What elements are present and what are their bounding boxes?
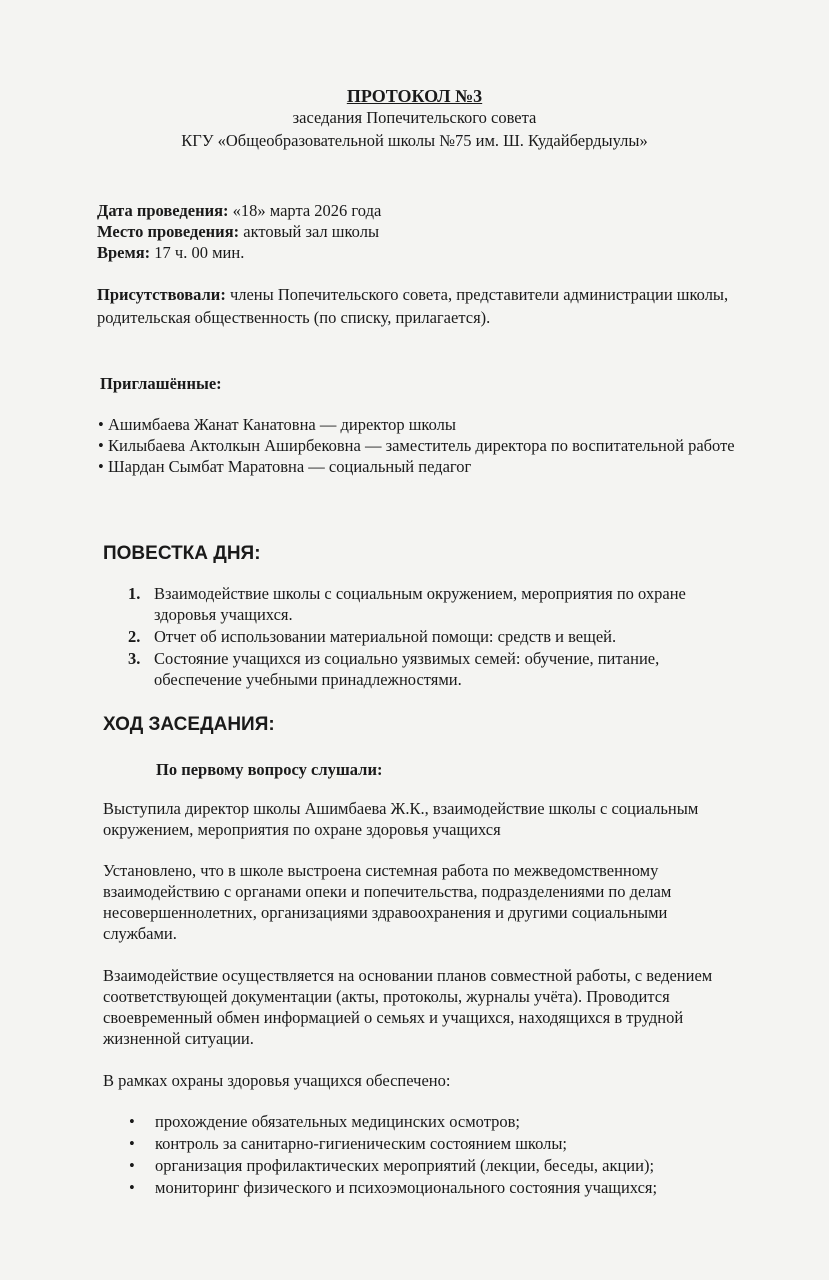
- first-question-heading: По первому вопросу слушали:: [156, 760, 383, 779]
- paragraph-line: взаимодействию с органами опеки и попечительства, подразделениями по делам: [103, 882, 672, 901]
- paragraph-line: несовершеннолетних, организациями здравоохранения и другими социальными: [103, 903, 668, 922]
- protocol-title: ПРОТОКОЛ №3: [346, 86, 483, 106]
- bullet-icon: •: [98, 415, 104, 434]
- agenda-item-continuation: обеспечение учебными принадлежностями.: [154, 670, 462, 689]
- bullet-icon: •: [98, 457, 104, 476]
- paragraph-line: В рамках охраны здоровья учащихся обеспечено:: [103, 1071, 451, 1090]
- bullet-icon: •: [98, 436, 104, 455]
- health-list-item: • мониторинг физического и психоэмоционального состояния учащихся;: [123, 1177, 657, 1198]
- invited-item: • Шардан Сымбат Маратовна — социальный педагог: [98, 457, 472, 476]
- paragraph-line: своевременный обмен информацией о семьях и учащихся, находящихся в трудной: [103, 1008, 684, 1027]
- present-line-1: [97, 284, 728, 305]
- place-value: актовый зал школы: [239, 222, 380, 241]
- date-line: [97, 200, 381, 221]
- present-line-2: родительская общественность (по списку, прилагается).: [97, 308, 491, 327]
- paragraph-line: Выступила директор школы Ашимбаева Ж.К., взаимодействие школы с социальным: [103, 799, 699, 818]
- bullet-icon: •: [129, 1156, 135, 1175]
- date-label: Дата проведения:: [97, 201, 229, 220]
- health-list-item: • контроль за санитарно-гигиеническим состоянием школы;: [123, 1133, 567, 1154]
- paragraph-line: жизненной ситуации.: [103, 1029, 254, 1048]
- time-value: 17 ч. 00 мин.: [150, 243, 245, 262]
- agenda-item: 3. Состояние учащихся из социально уязвимых семей: обучение, питание,: [128, 649, 660, 668]
- bullet-icon: •: [129, 1134, 135, 1153]
- present-text: члены Попечительского совета, представители администрации школы,: [225, 285, 729, 304]
- invited-label: Приглашённые:: [100, 374, 222, 393]
- paragraph-line: Установлено, что в школе выстроена системная работа по межведомственному: [103, 861, 659, 880]
- paragraph-line: окружением, мероприятия по охране здоровья учащихся: [103, 820, 501, 839]
- place-line: [97, 221, 379, 242]
- time-line: [97, 242, 244, 263]
- paragraph-line: соответствующей документации (акты, протоколы, журналы учёта). Проводится: [103, 987, 670, 1006]
- invited-item: • Килыбаева Актолкын Аширбековна — заместитель директора по воспитательной работе: [98, 436, 735, 455]
- health-list-item: • прохождение обязательных медицинских осмотров;: [123, 1111, 520, 1132]
- present-label: Присутствовали:: [97, 285, 226, 304]
- subtitle-line-2: КГУ «Общеобразовательной школы №75 им. Ш. Кудайбердыулы»: [181, 131, 648, 150]
- paragraph-line: Взаимодействие осуществляется на основании планов совместной работы, с ведением: [103, 966, 713, 985]
- date-value: «18» марта 2026 года: [228, 201, 382, 220]
- paragraph-line: службами.: [103, 924, 177, 943]
- time-label: Время:: [97, 243, 151, 262]
- subtitle-line-1: заседания Попечительского совета: [292, 108, 537, 127]
- agenda-item: 1. Взаимодействие школы с социальным окружением, мероприятия по охране: [128, 584, 686, 603]
- agenda-item-continuation: здоровья учащихся.: [154, 605, 293, 624]
- bullet-icon: •: [129, 1178, 135, 1197]
- proceedings-heading: ХОД ЗАСЕДАНИЯ:: [103, 714, 275, 735]
- agenda-heading: ПОВЕСТКА ДНЯ:: [103, 543, 261, 564]
- health-list-item: • организация профилактических мероприятий (лекции, беседы, акции);: [123, 1155, 654, 1176]
- agenda-item: 2. Отчет об использовании материальной помощи: средств и вещей.: [128, 627, 617, 646]
- place-label: Место проведения:: [97, 222, 240, 241]
- bullet-icon: •: [129, 1112, 135, 1131]
- invited-item: • Ашимбаева Жанат Канатовна — директор школы: [98, 415, 456, 434]
